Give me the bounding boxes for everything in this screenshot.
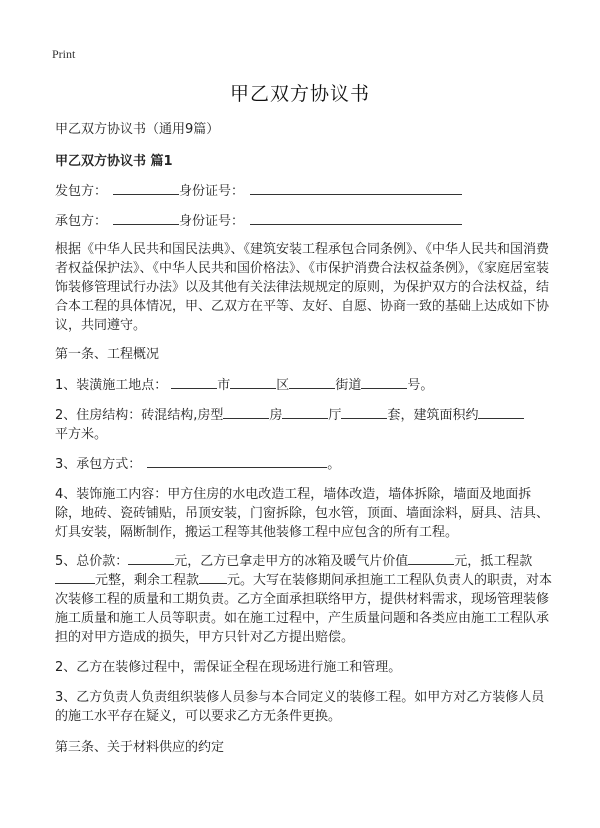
city-label: 市: [217, 378, 231, 393]
offset-blank[interactable]: [55, 571, 95, 584]
remaining-blank[interactable]: [199, 571, 227, 584]
item-2-label: 2、住房结构：砖混结构,房型: [55, 408, 224, 423]
party-b-name-blank[interactable]: [113, 212, 179, 225]
document-title: 甲乙双方协议书: [229, 83, 370, 105]
item-3-suffix: 。: [327, 457, 341, 472]
total-price-label: 5、总价款：: [55, 554, 129, 569]
item-3-contract-method: [55, 455, 555, 474]
district-label: 区: [276, 378, 290, 393]
street-blank[interactable]: [289, 376, 335, 389]
article-3-title: 第三条、关于材料供应的约定: [55, 740, 225, 755]
item-1-address: [55, 376, 555, 395]
street-label: 街道: [335, 378, 362, 393]
party-a-id-blank[interactable]: [250, 182, 462, 195]
hall-label: 厅: [328, 408, 342, 423]
area-blank[interactable]: [478, 406, 524, 419]
offset-label: 元，抵工程款: [454, 554, 533, 569]
party-a-label: 发包方：: [55, 184, 108, 199]
item-5-text: 元。大写在装修期间承担施工工程队负责人的职责，对本次装修工程的质量和工期负责。乙方全面承担联络甲方，提供材料需求，现场管理装修施工质量和施工人员等职责。如在施工过程中，产生质量问题和各类应由施工工程队承担的对甲方造成的损失，甲方只针对乙方提出赔偿。: [55, 573, 553, 645]
district-blank[interactable]: [230, 376, 276, 389]
remaining-label: 元整，剩余工程款: [95, 573, 200, 588]
item-2-structure: [55, 406, 555, 444]
appliance-value-blank[interactable]: [408, 552, 454, 565]
intro-paragraph: 根据《中华人民共和国民法典》、《建筑安装工程承包合同条例》、《中华人民共和国消费者权益保护法》、《中华人民共和国价格法》、《市保护消费合法权益条例》，《家庭居室装饰装修管理试行办法》以及其他有关法律法规规定的原则，为保护双方的合法权益，结合本工程的具体情况，甲、乙双方在平等、友好、自愿、协商一致的基础上达成如下协议，共同遵守。: [55, 242, 550, 333]
party-b-label: 承包方：: [55, 214, 108, 229]
party-b-row: [55, 212, 555, 231]
clause-2: 2、乙方在装修过程中，需保证全程在现场进行施工和管理。: [55, 660, 402, 675]
area-unit-label: 平方米。: [55, 427, 108, 442]
party-a-id-label: 身份证号：: [179, 184, 245, 199]
contract-method-blank[interactable]: [147, 455, 327, 468]
section-title: 甲乙双方协议书 篇1: [55, 154, 173, 169]
party-b-id-label: 身份证号：: [179, 214, 245, 229]
party-b-id-blank[interactable]: [250, 212, 462, 225]
print-label[interactable]: Print: [52, 47, 76, 61]
number-blank[interactable]: [361, 376, 407, 389]
party-a-row: [55, 182, 555, 201]
appliance-value-label: 元，乙方已拿走甲方的冰箱及暖气片价值: [174, 554, 409, 569]
item-5-price: [55, 552, 555, 647]
set-label: 套，建筑面积约: [387, 408, 479, 423]
set-blank[interactable]: [341, 406, 387, 419]
item-1-label: 1、装潢施工地点：: [55, 378, 168, 393]
room-label: 房: [269, 408, 283, 423]
clause-3: 3、乙方负责人负责组织装修人员参与本合同定义的装修工程。如甲方对乙方装修人员的施工水平存在疑义，可以要求乙方无条件更换。: [55, 690, 545, 724]
room-blank[interactable]: [223, 406, 269, 419]
item-3-label: 3、承包方式：: [55, 457, 142, 472]
item-4-content: 4、装饰施工内容：甲方住房的水电改造工程，墙体改造，墙体拆除，墙面及地面拆除，地砖、瓷砖铺贴，吊顶安装，门窗拆除，包水管，顶面、墙面涂料，厨具、洁具、灯具安装，隔断制作，搬运工程等其他装修工程中应包含的所有工程。: [55, 487, 550, 540]
party-a-name-blank[interactable]: [113, 182, 179, 195]
hall-blank[interactable]: [282, 406, 328, 419]
total-price-blank[interactable]: [128, 552, 174, 565]
number-label: 号。: [407, 378, 434, 393]
city-blank[interactable]: [171, 376, 217, 389]
document-subtitle: 甲乙双方协议书（通用9篇）: [55, 122, 220, 137]
article-1-title: 第一条、工程概况: [55, 347, 160, 362]
